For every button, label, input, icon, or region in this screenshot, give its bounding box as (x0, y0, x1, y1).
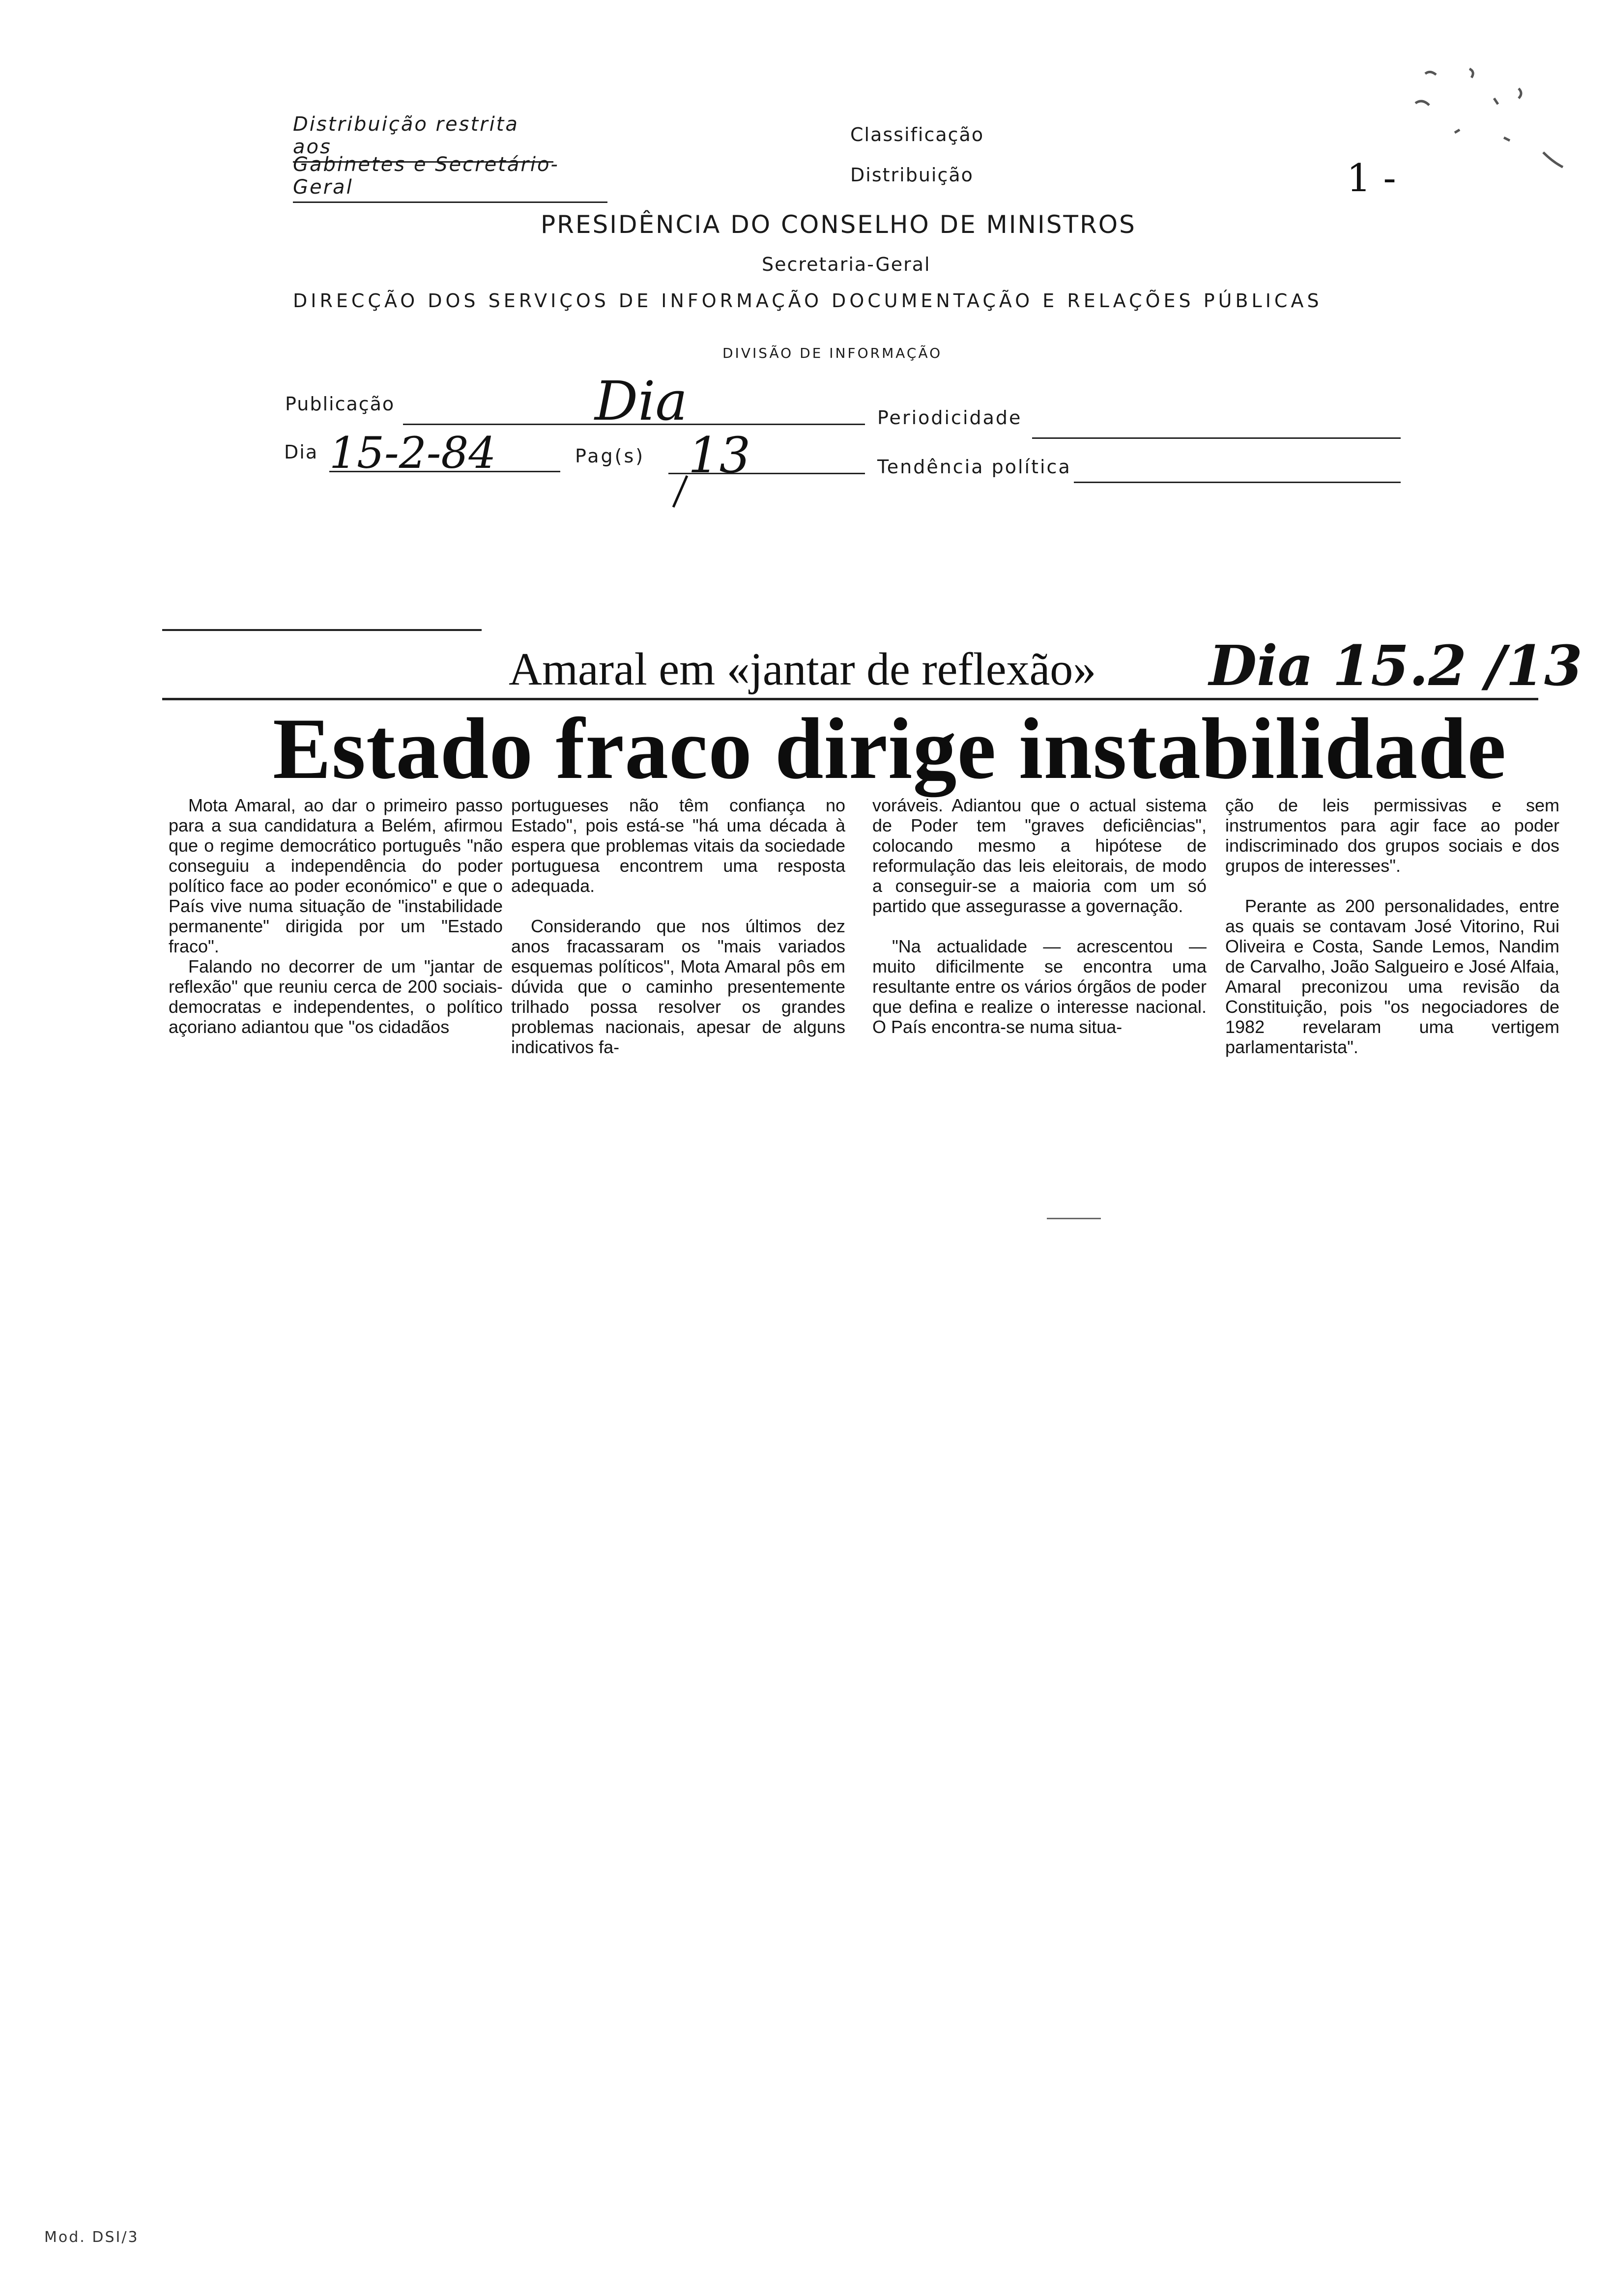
paragraph: portugueses não têm confiança no Estado", pois está-se "há uma década à espera que problemas vitais da sociedade portuguesa encontrem uma resposta adequada. (511, 795, 845, 896)
paragraph: "Na actualidade — acrescentou — muito dificilmente se encontra uma resultante entre os vários órgãos de poder que defina e realize o interesse nacional. O País encontra-se numa situa- (872, 936, 1207, 1037)
form-code: Mod. DSI/3 (44, 2229, 139, 2246)
dia-value: 15-2-84 (329, 428, 496, 478)
article-column-2 (511, 795, 845, 1057)
paragraph: Considerando que nos últimos dez anos fracassaram os "mais variados esquemas políticos", Mota Amaral pôs em dúvida que o caminho presentemente trilhado possa resolver os grandes problemas nacionais, apesar de alguns indicativos fa- (511, 916, 845, 1057)
pags-value: 13 (688, 427, 751, 484)
classificacao-label: Classificação (850, 124, 984, 145)
org-title: PRESIDÊNCIA DO CONSELHO DE MINISTROS (541, 210, 1136, 239)
tendencia-line (1074, 482, 1401, 483)
article-column-3 (872, 795, 1207, 1037)
distribution-note-line2: Gabinetes e Secretário-Geral (293, 153, 607, 203)
periodicidade-label: Periodicidade (877, 407, 1022, 429)
handwritten-reference: Dia 15.2 /13 (1209, 634, 1583, 698)
direccao-label: DIRECÇÃO DOS SERVIÇOS DE INFORMAÇÃO DOCUMENTAÇÃO E RELAÇÕES PÚBLICAS (293, 290, 1323, 312)
tendencia-label: Tendência política (877, 456, 1071, 478)
page-number-mark: 1 - (1347, 156, 1396, 201)
paragraph: ção de leis permissivas e sem instrumentos para agir face ao poder indiscriminado dos grupos sociais e dos grupos de interesses". (1225, 795, 1559, 876)
distribution-note-line1: Distribuição restrita aos (293, 113, 553, 163)
divisao-label: DIVISÃO DE INFORMAÇÃO (722, 345, 943, 361)
distribuicao-label: Distribuição (850, 164, 974, 186)
article-headline: Estado fraco dirige instabilidade (273, 700, 1507, 797)
column-end-mark (1047, 1218, 1101, 1219)
publicacao-label: Publicação (285, 393, 395, 415)
paragraph: Falando no decorrer de um "jantar de reflexão" que reuniu cerca de 200 sociais-democratas e independentes, o político açoriano adiantou que "os cidadãos (169, 956, 503, 1037)
top-short-rule (162, 629, 482, 631)
secretaria-label: Secretaria-Geral (762, 254, 931, 275)
article-column-4 (1225, 795, 1559, 1057)
paragraph: Perante as 200 personalidades, entre as quais se contavam José Vitorino, Rui Oliveira e Costa, Sande Lemos, Nandim de Carvalho, João Salgueiro e José Alfaia, Amaral preconizou uma revisão da Constituição, pois "os negociadores de 1982 revelaram uma vertigem parlamentarista". (1225, 896, 1559, 1057)
paragraph: voráveis. Adiantou que o actual sistema de Poder tem "graves deficiências", colocando mesmo a hipótese de reformulação das leis eleitorais, de modo a conseguir-se a maioria com um só partido que assegurasse a governação. (872, 795, 1207, 916)
corner-smudge-marks (1396, 59, 1583, 187)
dia-label: Dia (284, 441, 318, 463)
article-column-1 (169, 795, 503, 1037)
paragraph: Mota Amaral, ao dar o primeiro passo para a sua candidatura a Belém, afirmou que o regime democrático português "não conseguiu a independência do poder político face ao poder económico" e que o País vive numa situação de "instabilidade permanente" dirigida por um "Estado fraco". (169, 795, 503, 956)
pags-stroke-mark (663, 472, 703, 511)
periodicidade-line (1032, 437, 1401, 439)
pags-label: Pag(s) (575, 445, 645, 467)
publicacao-value: Dia (595, 370, 688, 432)
article-kicker: Amaral em «jantar de reflexão» (509, 644, 1096, 695)
